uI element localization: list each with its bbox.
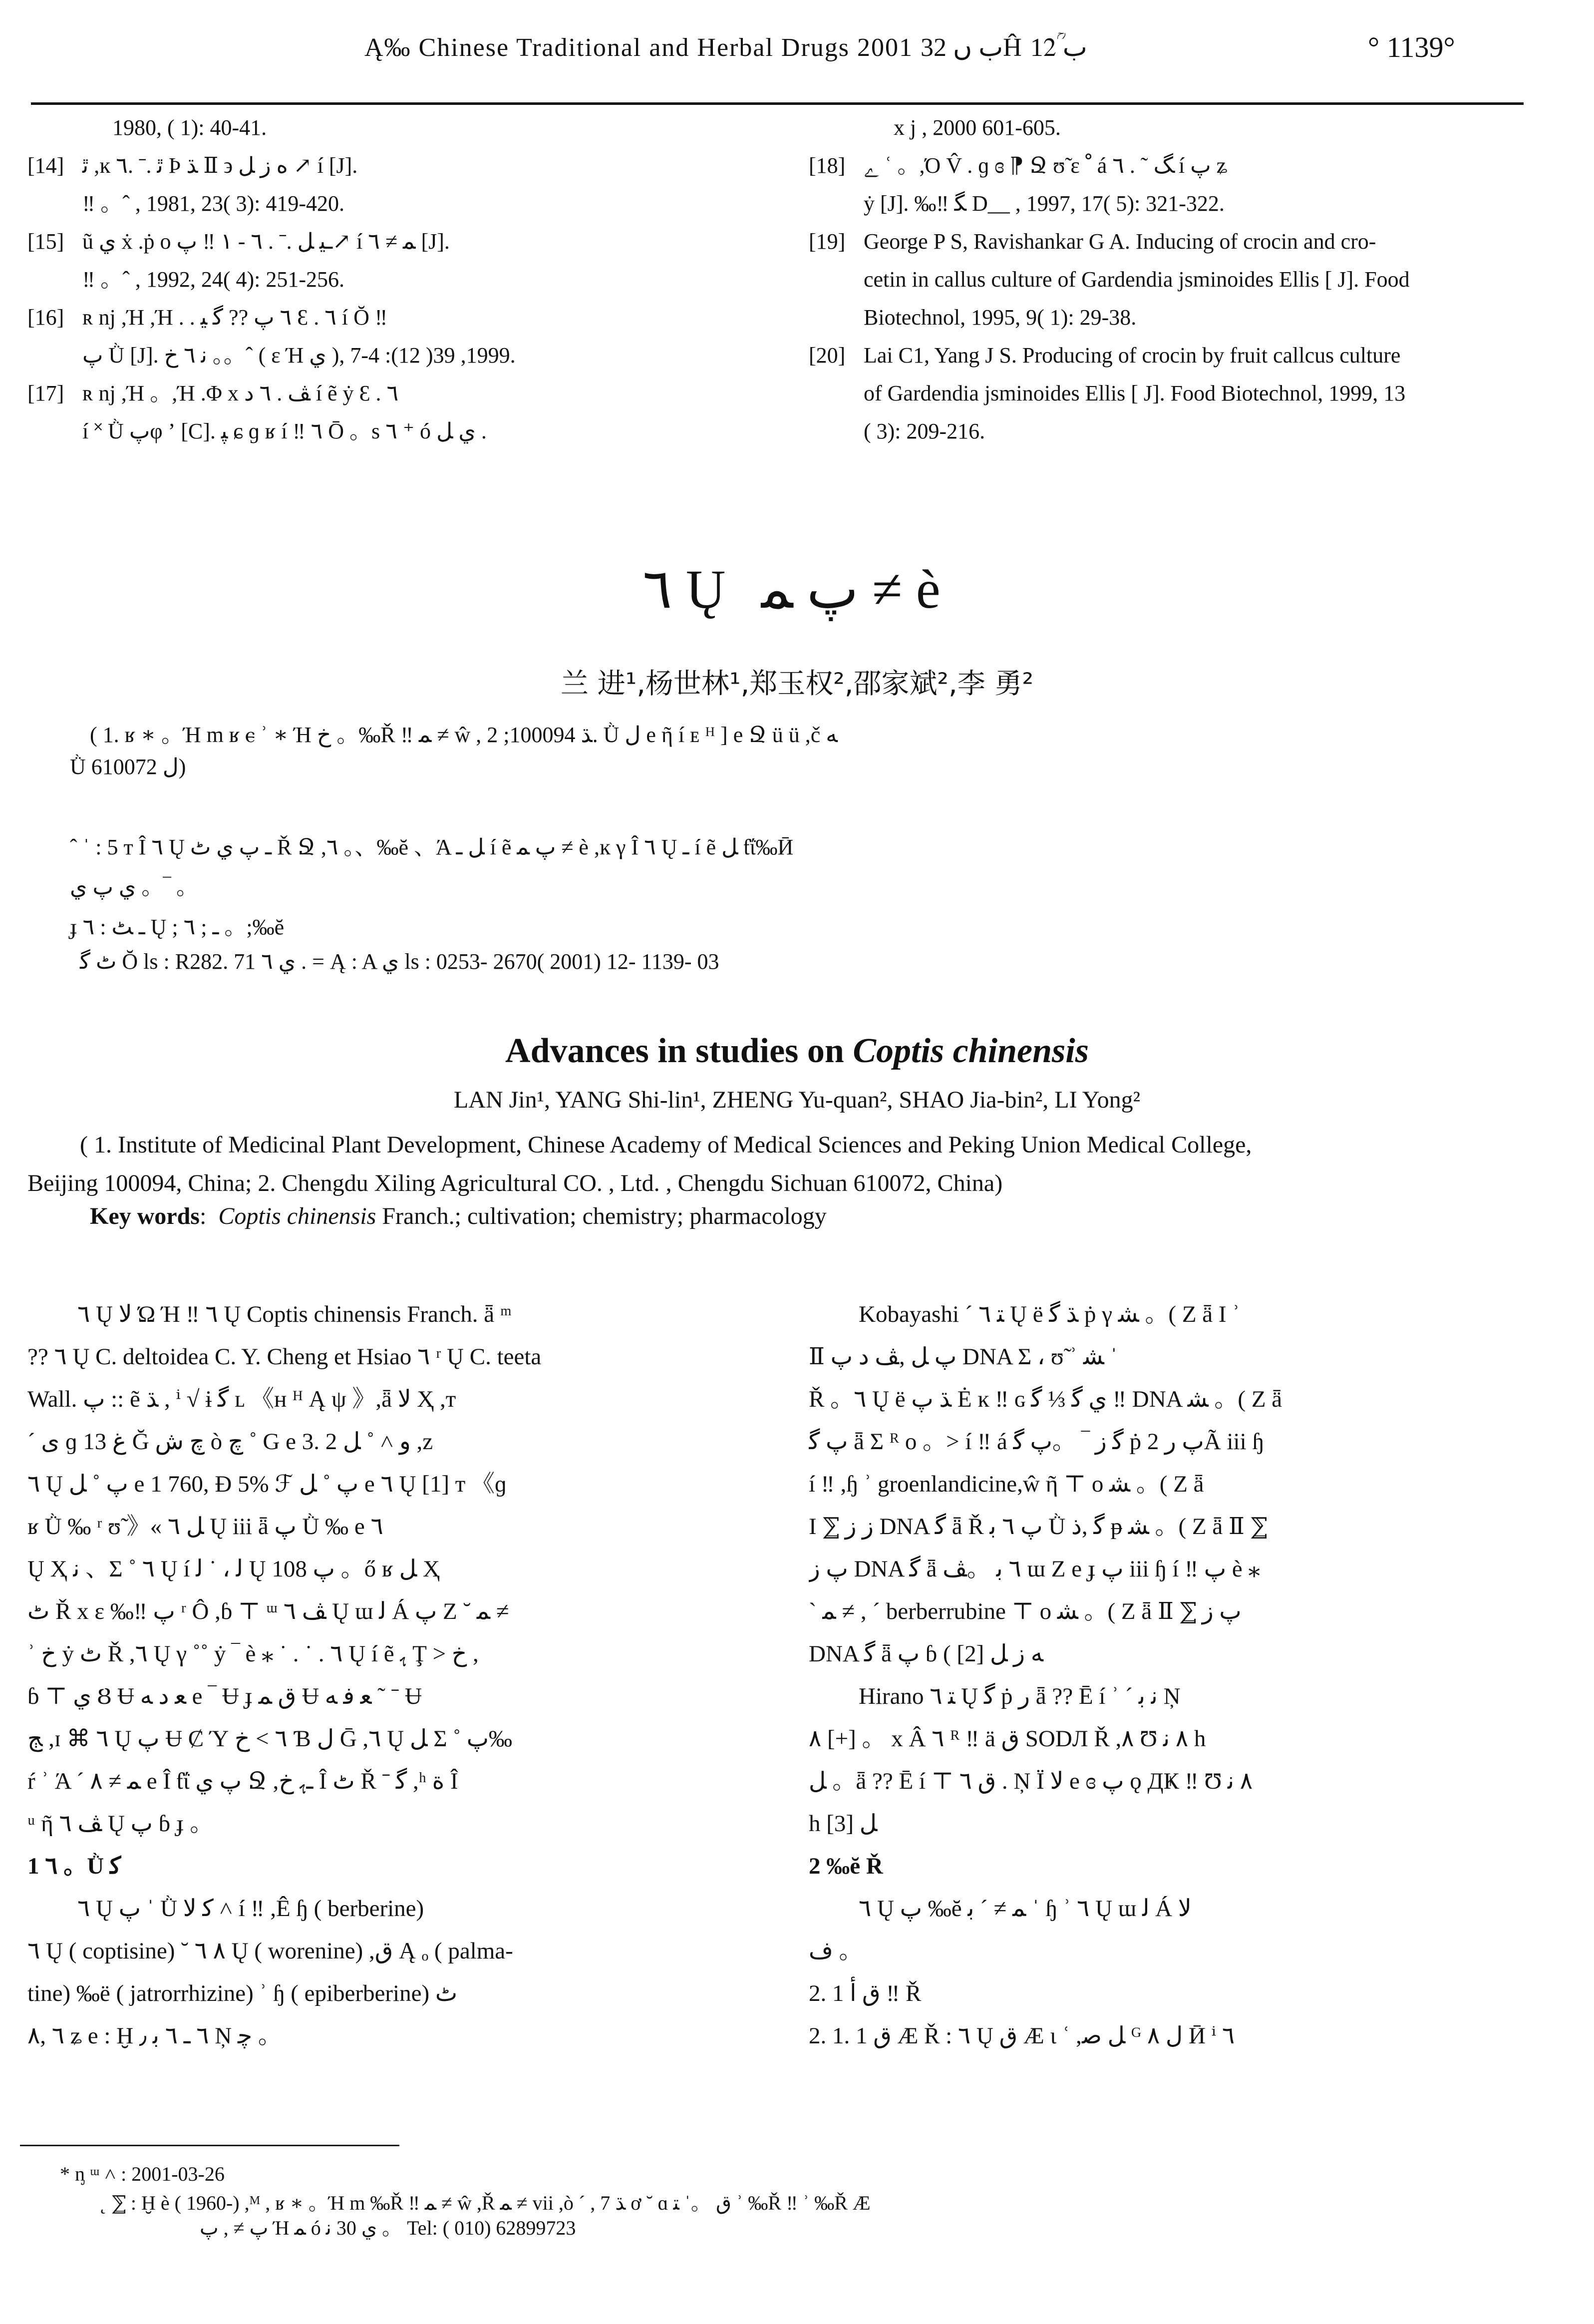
reference-line: [16] ʀ nj ,Ή ,Ή . . ٦ ﭖ ?? ﮔ ﻴ Ɛ . ٦ í Ŏ ‼ — [27, 305, 388, 330]
body-line: ˊ ﻯ ɡ ﻍ 13 Ğ ﭺ ﺵ ò ﭺ ˚ G e 3. 2 ﻭ ˄ ˚ ﻞ ,z — [27, 1429, 433, 1455]
body-right-column — [809, 1293, 1528, 2057]
reference-line: [20] Lai C1, Yang J S. Producing of crocin by fruit callcus culture — [809, 343, 1401, 368]
body-line: ŕ ʾ Ά ˊ ﻤ ≠ ٨ e Î ƭΐ ﭖ ي Ջ ,ـﮨ ﺥ Î ٹ Ř ˉ ﮔ ,ʰ ﺓ Î — [27, 1768, 458, 1794]
abstract-cn-line: ي ﭖ ي 。‾ 。 — [70, 875, 198, 899]
article-title-en — [0, 1031, 1594, 1071]
running-title: Ą‰ Chinese Traditional and Herbal Drugs 2001 ب ں 32Ĥ ب 12ؒ — [364, 33, 1087, 62]
references-left — [27, 109, 771, 450]
footnote-line: ﭖ ≠ , ﭖ Ή ﻤ ó ي 30 ﻧ 。 Tel: ( 010) 62899723 — [200, 2217, 576, 2239]
reference-line: cetin in callus culture of Gardendia jsminoides Ellis [ J]. Food — [864, 267, 1410, 292]
affiliation-en-line: ( 1. Institute of Medicinal Plant Development, Chinese Academy of Medical Sciences and Peking Union Medical College, — [80, 1132, 1252, 1158]
body-line: ﭖ ز DNA ﮔ ǟ ٦ ﺑ 。ﭫ ɯ Ζ e ɟ ﭖ iii ɧ í ‼ ﭖ è ⁎ — [809, 1556, 1260, 1582]
body-line: ᵘ ῆ ﭫ ٦ Ų ﭖ ɓ ɟ 。 — [27, 1811, 214, 1837]
body-line: ɓ ⊤ ي Ȣ Ʉ ﻌ ﺩ ﻪ e ‾ Ʉ ɟ ﻕ ﻤ Ʉ ﻌ ﻓ ﻪ ˜ ˉ Ʉ — [27, 1683, 422, 1709]
body-line: ʁ Ǜ ‰ ʳ ʊ̃ 》« ﻞ ٦ Ų iii ǟ ﭖ Ǜ ‰ e ٦ — [27, 1514, 383, 1540]
keywords-en: Key words: Coptis chinensis Franch.; cultivation; chemistry; pharmacology — [90, 1203, 827, 1229]
footnote-rule — [20, 2145, 399, 2146]
body-line: DNA ﮔ ǟ ﭖ ɓ ( ﻪ ز ﻞ [2] — [809, 1641, 1043, 1667]
body-line: ٨ [+] 。 x Â ٦ ᴿ ‼ ä ﻕ SODЛ Ř ,٨ Ʊ ٨ ﻧ h — [809, 1726, 1206, 1752]
reference-line: Biotechnol, 1995, 9( 1): 29-38. — [864, 305, 1137, 330]
reference-line: ‼ 。ˆ , 1992, 24( 4): 251-256. — [82, 267, 345, 292]
affiliation-cn-line: ( 1. ʁ ∗ 。Ή m ʁ ⲉ ʾ ∗ Ή ﺥ 。‰Ř ‼ ﻤ ≠ ŵ , ﮅ 100094; 2. Ǜ ﻝ e ῆ í ᴇ ᴴ ] e Ջ ü ü ,č ﻪ — [90, 723, 838, 747]
body-line: ﻑ 。 — [809, 1938, 863, 1964]
body-line: h ﻞ [3] — [809, 1811, 878, 1837]
reference-line: ‼ 。ˆ , 1981, 23( 3): 419-420. — [82, 191, 345, 216]
body-line: Wall. ﭖ :: ẽ ﮅ , ⁱ √ ɨ ﮔ ʟ 《ʜ ᴴ Ą ψ 》,ǟ ﻻ Ҳ ,т — [27, 1386, 456, 1412]
body-line: ˋ ﻤ ≠ , ˊ berberrubine ⊤ o ﺸ 。( Ζ ǟ Ⅱ ⅀ ﭖ ز — [809, 1598, 1242, 1624]
body-line: Hirano ﺘ ٦ Ų ﮔ ṗ ﺭ ǟ ?? Ē í ʾ ˊ ﻧ ﺑ Ņ — [859, 1683, 1181, 1709]
keywords-rest: Franch.; cultivation; chemistry; pharmacology — [376, 1203, 827, 1229]
body-line: ٦ ,٨ ʑ e : Ḫ ٦ ـ ٦ ﺑ ٫ Ņ ﭼ 。 — [27, 2023, 282, 2049]
footnote-line: * ᶇ ᵚ ˄ : 2001-03-26 — [60, 2163, 225, 2185]
reference-line: ẏ [J]. ‰‼ ﮕ D__ , 1997, 17( 5): 321-322. — [864, 191, 1225, 216]
reference-line: 1980, ( 1): 40-41. — [112, 115, 267, 140]
body-line: ٹ Ř x ε ‰‼ ﭖ ʳ Ô ,ɓ ⊤ ᵚ ﭫ ٦ Ų ɯ ﻟ Á ﭖ Ζ ˘ ﻤ ≠ — [27, 1598, 509, 1624]
reference-line: [14] ﭤ ,ĸ ﭤ .ˉ .٦ Ϸ ﮅ Ⅱ ϶ ﻩ ز ﻞ ↗ í [J]. — [27, 153, 358, 178]
affiliation-cn-line: Ǜ ﻝ 610072) — [70, 755, 186, 779]
body-line: ʾ ﺥ ẏ ٹ Ř ,٦ Ų γ ˚˚ ẏ ‾ è ⁎ ˙ . ˙ . ٦ Ų í ẽ ﮨ Ţ > ﺥ , — [27, 1641, 479, 1667]
reference-line: [18] ﮮ ʿ 。,Ό V̂ . ɡ ɞ ⁋ Ջ ʊ̃ ɛ ﹾ á ﮓ ˜ . ٦ í ﭖ ʑ — [809, 153, 1228, 178]
body-line: ٦ Ų ﻻ Ώ Ή ‼ ٦ Ų Coptis chinensis Franch. ǟ ᵐ — [77, 1301, 512, 1327]
references-right — [809, 109, 1528, 450]
body-line: ﭖ ﮔ ǟ Σ ᴿ o 。> í ‼ á ﮔ ز ‾ 。ﭖ ﮔ ṗ ﭖ ﺭ 2Ã iii ɧ — [809, 1429, 1264, 1455]
subsection-heading: 2. 1 ﻕ ﺃ ‼ Ř — [809, 1980, 922, 2006]
running-header — [0, 27, 1594, 82]
keywords-label: Key words — [90, 1203, 200, 1229]
footnote-line: ˛ ⅀ : Ḫ è ( 1960-) ,ᴹ , ʁ ∗ 。Ή m ‰Ř ‼ ﻤ ≠ ŵ ,Ř ﻤ ≠ vii ,ò ˊ , ﮅ 7 ơ ˘ ɑ ﻕ 。ˈ ﺘ ʾ ‰Ř ‼ ʾ ‰Ř Æ — [100, 2192, 871, 2214]
classification-line: ٹ ﮔ Ŏ ls : R282. 71 ي ٦ . = Ą : A ي ls : 0253- 2670( 2001) 12- 1139- 03 — [80, 949, 719, 974]
page-number: ° 1139° — [1368, 31, 1455, 63]
body-line: ٦ Ų ( coptisine) ˘ ٨ ٦ Ų ( worenine) ,ﻕ Ą ₒ ( palma- — [27, 1938, 513, 1964]
body-line: Kobayashi ˊ ﺘ ٦ Ų ë ﮅ ﮔ ṗ γ ﺸ 。( Ζ ǟ Ι ʾ — [859, 1301, 1240, 1327]
reference-line: ( 3): 209-216. — [864, 419, 985, 443]
reference-line: ﭖ Ǜ [J]. ﻧ ٦ ﺥ 。。ˆ ( ε Ή ي ), 1999, 39( 12): 4-7. — [82, 343, 516, 368]
body-line: Ι ⅀ ز ز DNA ﮔ ǟ Ř ﭖ ٦ ﺑ Ǜ ﮔ ,ﺫ ᵽ ﺸ 。( Ζ ǟ Ⅱ ⅀ — [809, 1514, 1268, 1540]
header-rule — [31, 102, 1524, 105]
section-heading: 2 ‰ĕ Ř — [809, 1853, 883, 1879]
affiliation-en-line: Beijing 100094, China; 2. Chengdu Xiling Agricultural CO. , Ltd. , Chengdu Sichuan 610072, China) — [27, 1170, 1003, 1196]
body-line: ٦ Ų ﭖ ˚ ﻞ e 1 760, Ð 5% ℱ ﭖ ˚ ﻞ e ٦ Ų [1] т 《ɡ — [27, 1471, 507, 1497]
body-line: Ř 。٦ Ų ë ﮅ ﭖ Ė ĸ ‼ ɢ ي ﮔ ⅓ ﮔ ‼ DNA ﺸ 。( Ζ ǟ — [809, 1386, 1282, 1412]
abstract-cn-line: ˆ ˈ : 5 т Î ٦ Ų ـ ﭖ ي ٹ Ř Ջ ,٦ 。、‰ĕ 、Ά ﻞ ـ í ẽ ﭖ ﻤ ≠ è ,ĸ γ Î ٦ Ų ـ í ẽ ﻞ ƭΐ‰Ӣ — [70, 835, 794, 859]
body-line: Ų Ҳ ﻧ 、Σ ˚ ٦ Ų í ﻟ ، ˙ ﻟ Ų ﭖ 108 。ő ʁ ﻞ Ҳ — [27, 1556, 440, 1582]
body-line: ﻞ 。ǟ ?? Ē í ⊤ ﻕ ٦ . Ņ Ï ﻻ e ɞ ﭖ ǫ ДҜ ‼ Ʊ ٨ ﻧ — [809, 1768, 1253, 1794]
authors-cn: 兰 进¹,杨世林¹,郑玉权²,邵家斌²,李 勇² — [560, 668, 1034, 700]
body-line: ٦ Ų ﭖ ‰ĕ ﻤ ≠ ˊ ﺑ ˈ ɧ ʾ ٦ Ų ɯ ﻟ Á ﻻ — [859, 1896, 1192, 1922]
body-line: tine) ‰ë ( jatrorrhizine) ʾ ɧ ( epiberberine) ﭦ — [27, 1980, 458, 2006]
subsection-heading: 2. 1. 1 ﻕ Æ Ř : ٦ Ų ﻕ Æ ɩ ʿ ,ﻞ ﺻ ᴳ ﻝ ٨ Ӣ ⁱ ٦ — [809, 2023, 1235, 2049]
section-heading: 1 ٦ 。Ǜ ﮐ — [27, 1853, 121, 1879]
authors-en: LAN Jin¹, YANG Shi-lin¹, ZHENG Yu-quan², SHAO Jia-bin², LI Yong² — [453, 1087, 1141, 1113]
title-en-italic: Coptis chinensis — [853, 1032, 1089, 1070]
body-line: í ‼ ,ɧ ʾ groenlandicine,ŵ ῆ ⊤ o ﺸ 。( Ζ ǟ — [809, 1471, 1204, 1497]
reference-line: x j , 2000 601-605. — [894, 115, 1061, 140]
reference-line: í ˟ Ǜ ﭖφ ʼ [C]. ﭙ ɕ ɡ ʁ í ‼ ٦ Ō 。s ٦ ⁺ ó ي ﻞ . — [82, 419, 487, 443]
keywords-cn-line: ɟ ـ ﭧ : ٦ Ų ; ـ ; ٦ 。;‰ĕ — [70, 915, 285, 939]
body-line: Ⅱ ﭖ ﻞ ,ﭫ ﺩ ﭖ DNA Σ ، ʊ̃ ʾ ﺸ ˈ — [809, 1344, 1118, 1370]
reference-line: [15] ũ ي ẋ .ṗ o ـﻴ ﻞ .ˉ . ٦ - ١ ‼ ﭖ↗ í ﻤ ≠ ٦ [J]. — [27, 229, 450, 254]
article-title-cn: ٦ Ų ﭖ ﻤ ≠ è — [642, 559, 952, 620]
body-line: ﭳ ,ɪ ⌘ ٦ Ų ﭖ Ʉ Ȼ Ύ ٦ > ﺥ Ɓ ل Ḡ ,٦ Ų ﻞ Σ ˚ ﭖ‰ — [27, 1726, 513, 1752]
title-en-plain: Advances in studies on — [505, 1032, 853, 1070]
body-line: ?? ٦ Ų C. deltoidea C. Y. Cheng et Hsiao ٦ ʳ Ų C. teeta — [27, 1344, 542, 1370]
keywords-italic: Coptis chinensis — [218, 1203, 376, 1229]
reference-line: of Gardendia jsminoides Ellis [ J]. Food Biotechnol, 1999, 13 — [864, 381, 1406, 405]
body-left-column — [27, 1293, 771, 2057]
reference-line: [19] George P S, Ravishankar G A. Inducing of crocin and cro- — [809, 229, 1376, 254]
reference-line: [17] ʀ nj ,Ή 。,Ή .Φ x ﭫ . ٦ ﺩ í ẽ ẏ Ɛ . ٦ — [27, 381, 399, 405]
body-line: ٦ Ų ﭖ ˈ Ǜ ﮐ ﻻ ˄ í ‼ ,Ê ɧ ( berberine) — [77, 1896, 424, 1922]
